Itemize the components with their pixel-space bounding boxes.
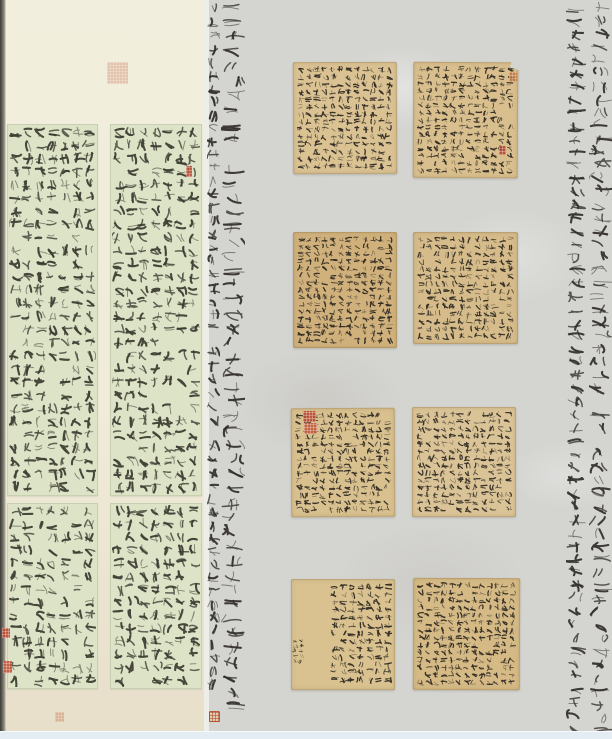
sheet-r4-left-signature [292, 638, 304, 664]
collector-seal-faded [107, 62, 128, 84]
calligraphy-sheet-r1-right [413, 62, 519, 179]
green-panel-bottom-right [110, 503, 202, 689]
calligraphy-sheet-r3-right [412, 407, 516, 517]
green-panel-top-right [110, 124, 202, 496]
sheet-r4-right-text [417, 582, 516, 686]
sheet-r1-right-text [417, 66, 515, 175]
sheet-r2-left-text [297, 236, 393, 344]
calligraphy-panel-bottom-left [9, 505, 96, 687]
calligraphy-sheet-r1-left [293, 62, 397, 174]
sheet-r4-left-text [330, 583, 392, 684]
sheet-r1-left-text [297, 66, 393, 170]
calligraphy-panel-top-left [9, 126, 96, 494]
right-hanging-scroll [209, 0, 612, 731]
sheet-r3-left-upper-seal [303, 411, 316, 422]
sheet-r2-right-text [417, 236, 514, 340]
calligraphy-panel-bottom-right [112, 505, 200, 687]
sheet-r3-left-lower-seal [304, 423, 317, 434]
calligraphy-sheet-r2-right [413, 232, 518, 344]
artist-seal-upper [2, 628, 10, 638]
sheet-r3-right-text [416, 411, 512, 513]
artist-seal-lower [3, 661, 12, 673]
photo-bottom-strip [0, 731, 612, 739]
left-hanging-scroll [0, 0, 204, 731]
green-panel-top-left [7, 124, 98, 496]
sheet-r1-right-mid-seal [499, 146, 506, 155]
sheet-r1-right-top-seal [509, 72, 517, 82]
calligraphy-sheet-r2-left [293, 232, 397, 348]
green-panel-bottom-left [7, 503, 98, 689]
calligraphy-sheet-r4-left [291, 579, 395, 690]
bottom-margin-seal-faded [55, 712, 64, 722]
margin-colophon-seal [209, 711, 220, 722]
calligraphy-panel-top-right [112, 126, 200, 494]
opening-seal [186, 166, 192, 177]
scroll-left-dark-edge [0, 0, 6, 731]
calligraphy-sheet-r4-right [413, 578, 520, 690]
